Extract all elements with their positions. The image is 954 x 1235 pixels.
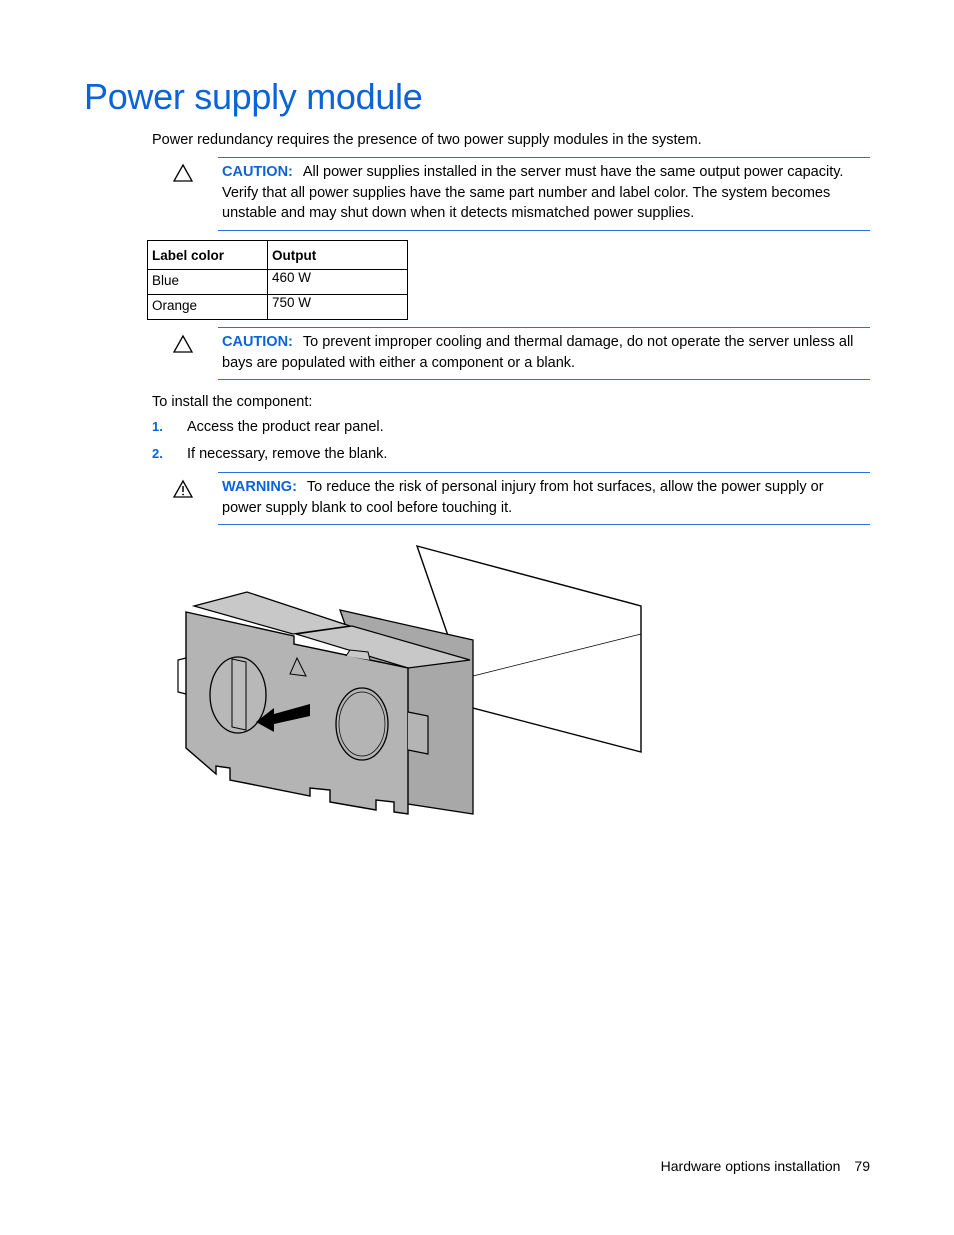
warning-notice-hot-surfaces [218,472,870,525]
page-number: 79 [854,1158,870,1174]
label-color-table [147,240,408,320]
power-supply-blank-illustration [170,540,650,825]
table-header-row [148,241,408,270]
warning-text: To reduce the risk of personal injury from hot surfaces, allow the power supply or power supply blank to cool before touching it. [222,479,824,516]
caution-notice-cooling [218,327,870,380]
caution-icon [172,334,194,354]
footer-section-title: Hardware options installation [660,1158,841,1174]
caution-text: All power supplies installed in the server must have the same output power capacity. Verify that all power supplies have the same part number and label color. The system becomes unstable and may shut down when it detects mismatched power supplies. [222,164,844,221]
column-header-output: Output [268,241,408,270]
caution-label: CAUTION: [222,334,293,350]
page-title: Power supply module [84,76,423,117]
instructions-lead: To install the component: [152,394,313,410]
table-cell-output: 460 W [268,270,408,295]
step-text: Access the product rear panel. [187,419,384,435]
table-cell-label-color: Blue [148,270,268,295]
step-number: 1. [152,419,163,434]
list-item [152,446,387,462]
warning-label: WARNING: [222,479,297,495]
warning-icon [172,479,194,499]
step-text: If necessary, remove the blank. [187,446,388,462]
caution-notice-power-capacity [218,157,870,231]
table-row [148,270,408,295]
table-cell-output: 750 W [268,295,408,320]
column-header-label-color: Label color [148,241,268,270]
caution-text: To prevent improper cooling and thermal damage, do not operate the server unless all bays are populated with either a component or a blank. [222,334,854,371]
table-cell-label-color: Orange [148,295,268,320]
table-row [148,295,408,320]
list-item [152,419,384,435]
step-number: 2. [152,446,163,461]
caution-icon [172,163,194,183]
caution-label: CAUTION: [222,164,293,180]
page-footer [661,1158,870,1174]
intro-paragraph: Power redundancy requires the presence of two power supply modules in the system. [152,132,702,148]
